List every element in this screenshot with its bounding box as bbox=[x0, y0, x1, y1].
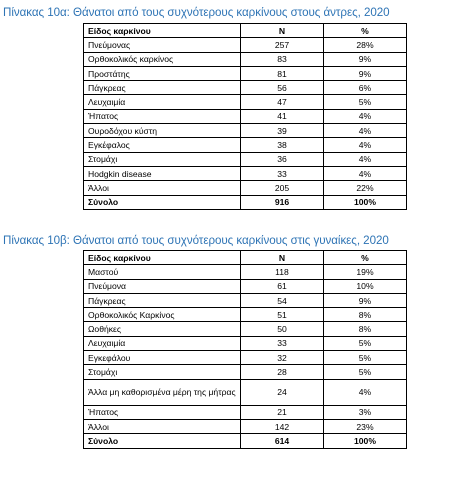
cell-cancer-type: Ήπατος bbox=[84, 109, 241, 123]
cell-percent: 4% bbox=[324, 138, 407, 152]
cell-cancer-type: Ουροδόχου κύστη bbox=[84, 124, 241, 138]
cell-percent: 8% bbox=[324, 308, 407, 322]
cell-count: 28 bbox=[241, 365, 324, 379]
cell-percent: 8% bbox=[324, 322, 407, 336]
cell-cancer-type: Πνεύμονα bbox=[84, 279, 241, 293]
cell-percent: 19% bbox=[324, 265, 407, 279]
total-row bbox=[84, 195, 407, 209]
cell-cancer-type: Πάγκρεας bbox=[84, 293, 241, 307]
column-header-cancer-type: Είδος καρκίνου bbox=[84, 251, 241, 265]
cell-count: 32 bbox=[241, 351, 324, 365]
cell-cancer-type: Προστάτης bbox=[84, 66, 241, 80]
column-header-count: N bbox=[241, 24, 324, 38]
cell-percent: 10% bbox=[324, 279, 407, 293]
cell-cancer-type: Ορθοκολικός καρκίνος bbox=[84, 52, 241, 66]
total-cell-percent: 100% bbox=[324, 195, 407, 209]
header-row bbox=[84, 24, 407, 38]
table-row bbox=[84, 66, 407, 80]
cell-count: 39 bbox=[241, 124, 324, 138]
total-cell-count: 614 bbox=[241, 434, 324, 448]
cell-cancer-type: Hodgkin disease bbox=[84, 166, 241, 180]
table-row bbox=[84, 166, 407, 180]
table-row bbox=[84, 265, 407, 279]
cell-count: 33 bbox=[241, 166, 324, 180]
table-row bbox=[84, 279, 407, 293]
table-row bbox=[84, 95, 407, 109]
cell-count: 83 bbox=[241, 52, 324, 66]
cell-count: 41 bbox=[241, 109, 324, 123]
table-row bbox=[84, 52, 407, 66]
column-header-count: N bbox=[241, 251, 324, 265]
cell-cancer-type: Στομάχι bbox=[84, 152, 241, 166]
table-row bbox=[84, 322, 407, 336]
total-row bbox=[84, 434, 407, 448]
cell-percent: 9% bbox=[324, 66, 407, 80]
column-header-cancer-type: Είδος καρκίνου bbox=[84, 24, 241, 38]
cell-percent: 4% bbox=[324, 124, 407, 138]
cell-percent: 4% bbox=[324, 152, 407, 166]
table-row bbox=[84, 419, 407, 433]
cell-cancer-type: Στομάχι bbox=[84, 365, 241, 379]
cell-count: 47 bbox=[241, 95, 324, 109]
cell-count: 205 bbox=[241, 181, 324, 195]
total-cell-cancer-type: Σύνολο bbox=[84, 434, 241, 448]
cell-percent: 4% bbox=[324, 109, 407, 123]
table-row bbox=[84, 109, 407, 123]
men-cancer-deaths-table bbox=[83, 23, 407, 210]
women-cancer-deaths-table bbox=[83, 250, 407, 449]
cell-cancer-type: Ήπατος bbox=[84, 405, 241, 419]
total-cell-cancer-type: Σύνολο bbox=[84, 195, 241, 209]
table-row bbox=[84, 181, 407, 195]
header-row bbox=[84, 251, 407, 265]
total-cell-count: 916 bbox=[241, 195, 324, 209]
cell-cancer-type: Άλλα μη καθορισμένα μέρη της μήτρας bbox=[84, 379, 241, 405]
table-row bbox=[84, 336, 407, 350]
cell-cancer-type: Εγκέφαλος bbox=[84, 138, 241, 152]
table-row bbox=[84, 351, 407, 365]
cell-percent: 5% bbox=[324, 351, 407, 365]
cell-count: 21 bbox=[241, 405, 324, 419]
cell-count: 56 bbox=[241, 81, 324, 95]
cell-cancer-type: Ορθοκολικός Καρκίνος bbox=[84, 308, 241, 322]
table-row bbox=[84, 152, 407, 166]
cell-percent: 28% bbox=[324, 38, 407, 52]
cell-count: 24 bbox=[241, 379, 324, 405]
cell-count: 61 bbox=[241, 279, 324, 293]
table-row bbox=[84, 379, 407, 405]
table-row bbox=[84, 124, 407, 138]
table-row bbox=[84, 405, 407, 419]
cell-count: 257 bbox=[241, 38, 324, 52]
cell-count: 118 bbox=[241, 265, 324, 279]
cell-percent: 9% bbox=[324, 293, 407, 307]
cell-count: 38 bbox=[241, 138, 324, 152]
cell-cancer-type: Άλλοι bbox=[84, 181, 241, 195]
cell-percent: 4% bbox=[324, 379, 407, 405]
cell-cancer-type: Εγκεφάλου bbox=[84, 351, 241, 365]
cell-percent: 5% bbox=[324, 365, 407, 379]
cell-percent: 6% bbox=[324, 81, 407, 95]
total-cell-percent: 100% bbox=[324, 434, 407, 448]
cell-count: 81 bbox=[241, 66, 324, 80]
table-row bbox=[84, 365, 407, 379]
table-row bbox=[84, 138, 407, 152]
cell-cancer-type: Πνεύμονας bbox=[84, 38, 241, 52]
cell-count: 54 bbox=[241, 293, 324, 307]
cell-percent: 3% bbox=[324, 405, 407, 419]
table-2-caption: Πίνακας 10β: Θάνατοι από τους συχνότερους καρκίνους στις γυναίκες, 2020 bbox=[3, 234, 389, 247]
cell-percent: 5% bbox=[324, 95, 407, 109]
cell-percent: 23% bbox=[324, 419, 407, 433]
table-row bbox=[84, 308, 407, 322]
cell-count: 50 bbox=[241, 322, 324, 336]
cell-percent: 9% bbox=[324, 52, 407, 66]
cell-cancer-type: Λευχαιμία bbox=[84, 336, 241, 350]
cell-count: 51 bbox=[241, 308, 324, 322]
cell-percent: 4% bbox=[324, 166, 407, 180]
cell-count: 33 bbox=[241, 336, 324, 350]
cell-cancer-type: Μαστού bbox=[84, 265, 241, 279]
column-header-percent: % bbox=[324, 24, 407, 38]
cell-percent: 22% bbox=[324, 181, 407, 195]
cell-cancer-type: Ωοθήκες bbox=[84, 322, 241, 336]
cell-cancer-type: Άλλοι bbox=[84, 419, 241, 433]
table-row bbox=[84, 81, 407, 95]
cell-percent: 5% bbox=[324, 336, 407, 350]
table-row bbox=[84, 38, 407, 52]
cell-cancer-type: Πάγκρεας bbox=[84, 81, 241, 95]
column-header-percent: % bbox=[324, 251, 407, 265]
cell-cancer-type: Λευχαιμία bbox=[84, 95, 241, 109]
cell-count: 36 bbox=[241, 152, 324, 166]
table-row bbox=[84, 293, 407, 307]
cell-count: 142 bbox=[241, 419, 324, 433]
table-1-caption: Πίνακας 10α: Θάνατοι από τους συχνότερους καρκίνους στους άντρες, 2020 bbox=[3, 6, 390, 19]
